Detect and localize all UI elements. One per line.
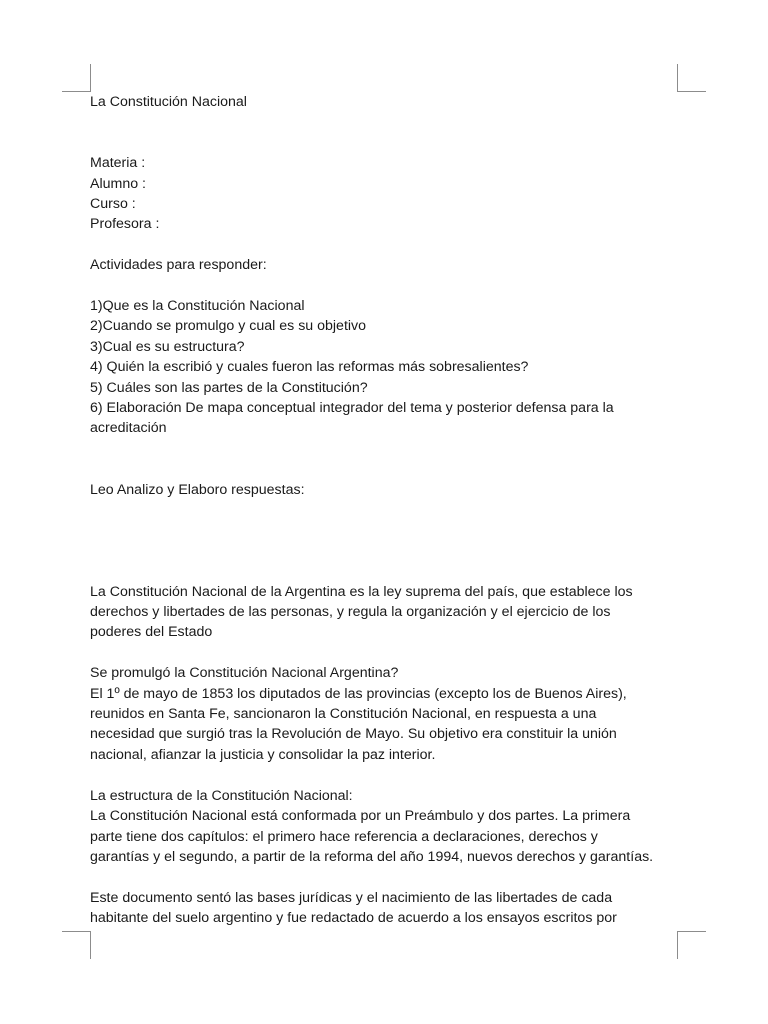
spacer: [90, 500, 690, 582]
paragraph-line: reunidos en Santa Fe, sancionaron la Constitución Nacional, en respuesta a una: [90, 706, 597, 723]
spacer: [90, 276, 690, 296]
field-curso: Curso :: [90, 196, 136, 213]
crop-mark-top-left: [90, 64, 91, 92]
spacer: [90, 112, 690, 153]
questions-list: [90, 296, 690, 439]
paragraph-line: nacional, afianzar la justicia y consolidar la paz interior.: [90, 746, 436, 763]
question-item-continued: acreditación: [90, 420, 167, 437]
answers-heading: Leo Analizo y Elaboro respuestas:: [90, 481, 305, 498]
paragraph-line: parte tiene dos capítulos: el primero hace referencia a declaraciones, derechos y: [90, 828, 598, 845]
crop-mark-top-right: [677, 64, 678, 92]
field-materia: Materia :: [90, 155, 146, 172]
paragraph-line: necesidad que surgió tras la Revolución de Mayo. Su objetivo era constituir la unión: [90, 726, 617, 743]
document-body[interactable]: [90, 92, 690, 930]
spacer: [90, 765, 690, 785]
question-item: 3)Cual es su estructura?: [90, 338, 245, 355]
crop-mark-bottom-left: [90, 931, 91, 959]
spacer: [90, 867, 690, 887]
answer-paragraph-2: [90, 663, 690, 765]
paragraph-line: El 1º de mayo de 1853 los diputados de las provincias (excepto los de Buenos Aires),: [90, 685, 627, 702]
question-item: 5) Cuáles son las partes de la Constitución?: [90, 379, 368, 396]
header-fields: [90, 153, 690, 235]
paragraph-line: garantías y el segundo, a partir de la reforma del año 1994, nuevos derechos y garantías.: [90, 848, 654, 865]
field-alumno: Alumno :: [90, 175, 146, 192]
question-item: 6) Elaboración De mapa conceptual integrador del tema y posterior defensa para la: [90, 400, 614, 417]
crop-mark-bottom-right: [678, 931, 706, 932]
activities-heading: Actividades para responder:: [90, 257, 267, 274]
paragraph-heading: La estructura de la Constitución Nacional:: [90, 787, 353, 804]
paragraph-line: La Constitución Nacional está conformada por un Preámbulo y dos partes. La primera: [90, 808, 631, 825]
crop-mark-bottom-right: [677, 931, 678, 959]
paragraph-heading: Se promulgó la Constitución Nacional Argentina?: [90, 665, 399, 682]
paragraph-line: Este documento sentó las bases jurídicas y el nacimiento de las libertades de cada: [90, 889, 613, 906]
answer-paragraph-1: [90, 582, 690, 643]
paragraph-line: derechos y libertades de las personas, y regula la organización y el ejercicio de los: [90, 604, 611, 621]
field-profesora: Profesora :: [90, 216, 160, 233]
answer-paragraph-3: [90, 786, 690, 868]
question-item: 2)Cuando se promulgo y cual es su objetivo: [90, 318, 367, 335]
paragraph-line: La Constitución Nacional de la Argentina es la ley suprema del país, que establece los: [90, 583, 633, 600]
spacer: [90, 643, 690, 663]
paragraph-line: poderes del Estado: [90, 624, 213, 641]
spacer: [90, 235, 690, 255]
crop-mark-top-left: [62, 91, 90, 92]
document-title: La Constitución Nacional: [90, 94, 247, 110]
spacer: [90, 439, 690, 480]
crop-mark-bottom-left: [62, 931, 90, 932]
question-item: 1)Que es la Constitución Nacional: [90, 298, 305, 315]
answer-paragraph-4: [90, 888, 690, 929]
question-item: 4) Quién la escribió y cuales fueron las reformas más sobresalientes?: [90, 359, 529, 376]
paragraph-line: habitante del suelo argentino y fue redactado de acuerdo a los ensayos escritos por: [90, 910, 617, 927]
